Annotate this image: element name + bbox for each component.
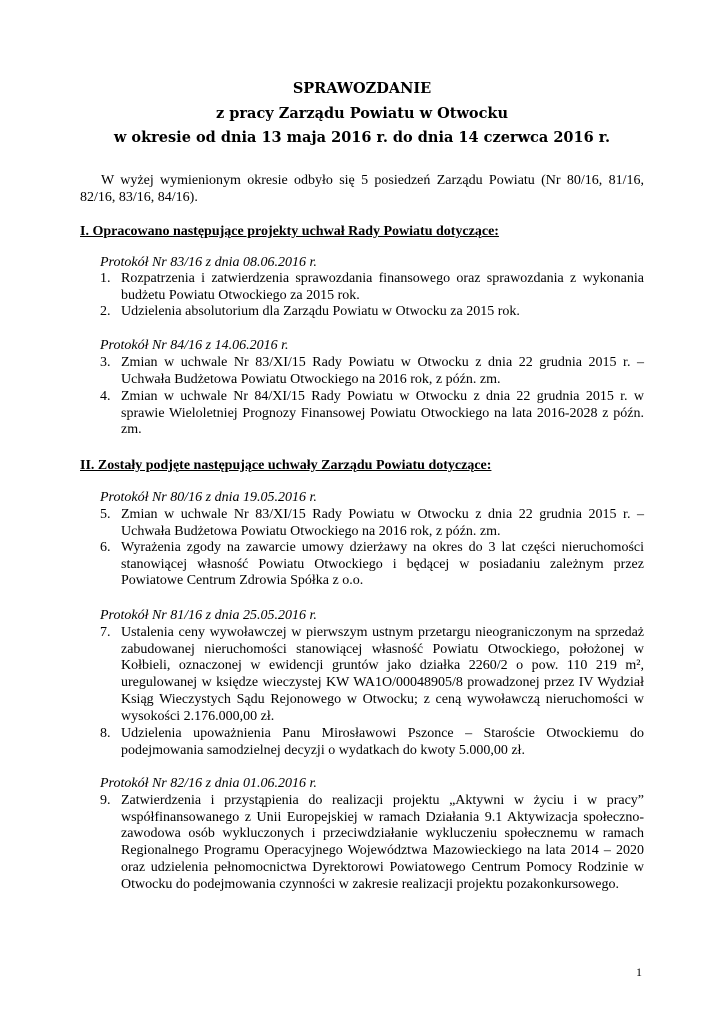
item-text: Zatwierdzenia i przystąpienia do realizacji projektu „Aktywni w życiu i w pracy” współfinansowanego z Unii Europejskiej w ramach Działania 9.1 Aktywizacja społeczno-zawodowa osób wykluczonych i przeciwdziałanie wykluczeniu społecznemu w ramach Regionalnego Programu Operacyjnego Województwa Mazowieckiego na lata 2014 – 2020 oraz udzielenia pełnomocnictwa Dyrektorowi Powiatowego Centrum Pomocy Rodzinie w Otwocku do podejmowania czynności w zakresie realizacji projektu pozakonkursowego. [121, 793, 644, 892]
protocol-label: Protokół Nr 82/16 z dnia 01.06.2016 r. [100, 776, 317, 791]
item-text: Wyrażenia zgody na zawarcie umowy dzierżawy na okres do 3 lat części nieruchomości stanowiącej własność Powiatu Otwockiego i będącej w posiadaniu zależnym przez Powiatowe Centrum Zdrowia Spółka z o.o. [121, 540, 644, 589]
section-2-heading: II. Zostały podjęte następujące uchwały Zarządu Powiatu dotyczące: [80, 458, 492, 473]
item-number: 1. [100, 271, 111, 286]
item-text: Rozpatrzenia i zatwierdzenia sprawozdania finansowego oraz sprawozdania z wykonania budżetu Powiatu Otwockiego za 2015 rok. [121, 271, 644, 303]
intro-paragraph: W wyżej wymienionym okresie odbyło się 5 posiedzeń Zarządu Powiatu (Nr 80/16, 81/16, 82/16, 83/16, 84/16). [80, 173, 644, 205]
item-text: Ustalenia ceny wywoławczej w pierwszym ustnym przetargu nieograniczonym na sprzedaż zabudowanej nieruchomości stanowiącej własność Powiatu Otwockiego, położonej w Kołbieli, oznaczonej w ewidencji gruntów jako działka 2260/2 o pow. 110 219 m², uregulowanej w księdze wieczystej KW WA1O/00048905/8 prowadzonej przez IV Wydział Ksiąg Wieczystych Sądu Rejonowego w Otwocku; z ceną wywoławczą nieruchomości w wysokości 2.176.000,00 zł. [121, 625, 644, 724]
list-item [100, 793, 644, 893]
protocol-label: Protokół Nr 83/16 z dnia 08.06.2016 r. [100, 255, 317, 270]
item-number: 4. [100, 389, 111, 404]
item-text: Udzielenia absolutorium dla Zarządu Powiatu w Otwocku za 2015 rok. [121, 304, 520, 319]
protocol-label: Protokół Nr 80/16 z dnia 19.05.2016 r. [100, 490, 317, 505]
page-number: 1 [636, 965, 642, 979]
list-item [100, 726, 644, 759]
item-text: Udzielenia upoważnienia Panu Mirosławowi Pszonce – Staroście Otwockiemu do podejmowania samodzielnej decyzji o wydatkach do kwoty 5.000,00 zł. [121, 726, 644, 758]
item-number: 6. [100, 540, 111, 555]
list-item [100, 507, 644, 540]
item-number: 9. [100, 793, 111, 808]
document-subtitle: z pracy Zarządu Powiatu w Otwocku [215, 105, 509, 122]
item-text: Zmian w uchwale Nr 84/XI/15 Rady Powiatu w Otwocku z dnia 22 grudnia 2015 r. w sprawie Wieloletniej Prognozy Finansowej Powiatu Otwockiego na lata 2016-2028 z późn. zm. [121, 389, 644, 438]
item-text: Zmian w uchwale Nr 83/XI/15 Rady Powiatu w Otwocku z dnia 22 grudnia 2015 r. – Uchwała Budżetowa Powiatu Otwockiego na 2016 rok, z późn. zm. [121, 507, 644, 539]
list-item [100, 540, 644, 590]
list-item [100, 355, 644, 388]
list-item [100, 304, 644, 321]
list-item [100, 389, 644, 439]
item-number: 8. [100, 726, 111, 741]
item-number: 2. [100, 304, 111, 319]
section-1-heading: I. Opracowano następujące projekty uchwał Rady Powiatu dotyczące: [80, 224, 499, 239]
protocol-label: Protokół Nr 84/16 z 14.06.2016 r. [100, 338, 289, 353]
protocol-label: Protokół Nr 81/16 z dnia 25.05.2016 r. [100, 608, 317, 623]
item-text: Zmian w uchwale Nr 83/XI/15 Rady Powiatu w Otwocku z dnia 22 grudnia 2015 r. – Uchwała Budżetowa Powiatu Otwockiego na 2016 rok, z późn. zm. [121, 355, 644, 387]
list-item [100, 271, 644, 304]
document-title: SPRAWOZDANIE [292, 80, 432, 97]
list-item [100, 625, 644, 725]
item-number: 3. [100, 355, 111, 370]
document-period: w okresie od dnia 13 maja 2016 r. do dnia 14 czerwca 2016 r. [113, 129, 611, 146]
item-number: 7. [100, 625, 111, 640]
item-number: 5. [100, 507, 111, 522]
